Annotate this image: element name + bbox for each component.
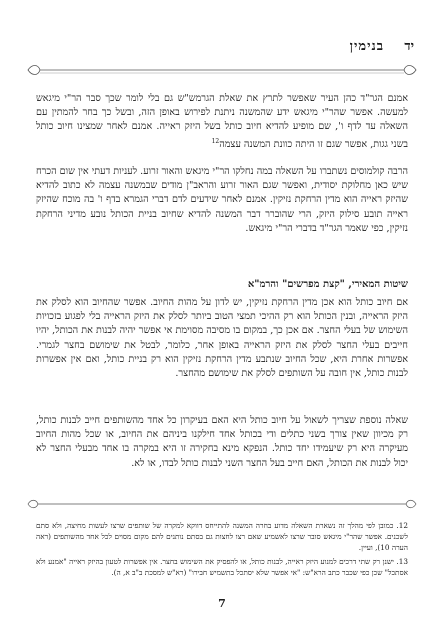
section-title: שיטות המאירי, "קצת מפרשים" והרמ"א	[247, 279, 408, 290]
running-header	[32, 38, 414, 60]
paragraph-1-text: אמנם הגר"ד כהן העיר שאפשר לתרץ את שאלת הגרמש"ש גם בלי לומר שכך סבר הר"י מיגאש למעשה. אפשר שהר"י מיגאש ידע שהמשנה ניתנת לפירוש באופן הזה, ובשל כך בחר להמתין עם השאלה עד לדף ו', שם מופיע להדיא חיוב כותל בשל היזק ראייה. אמנם לאחר שמצינו חיוב כותל בשני גגות, אפשר שגם זו היתה כוונת המשנה עצמה	[36, 93, 408, 150]
paragraph-3: אם חיוב כותל הוא אכן מדין הרחקת נזיקין, יש לדון על מהות החיוב. אפשר שהחיוב הוא לסלק את היזק הראייה, ובנין הכותל הוא רק ההיכי תמצי הטוב ביותר לסלק את היזק הראייה בלי לפגוע בזכויות השימוש של בעלי החצר. אם אכן כך, במקום בו מסיבה מסוימת אי אפשר יהיה לבנות את הכותל, יהיו חייבים בעלי החצר לסלק את היזק הראייה באופן אחר, כלומר, לבטל את שימושם בחצר לגמרי. אפשרות אחרת היא, שכל החיוב שנתבע מדין הרחקת נזיקין הוא רק בניית כותל, ואם אין אפשרות לבנות כותל, אין חובה על השותפים לסלק את שימושם מהחצר.	[36, 297, 408, 380]
footnote-13: 13. ישנן רק שתי דרכים למנוע היזק ראייה, לבנות כותל, או להפסיק את השימוש בחצר. אין אפשרות לטעון בהיזק ראייה "אמנע ולא אסתכל" שכן כפי שכבר כתב הרא"ש: "אי אפשר שלא יסתכל בתשמיש חבירו" (רא"ש למסכת ב"ב א, ה).	[36, 557, 408, 577]
header-book-name: בנימין	[349, 39, 384, 54]
header-page-number: יד	[404, 39, 414, 54]
footnotes	[36, 520, 408, 581]
footnote-12: 12. כמובן לפי מהלך זה נשארת השאלה מדוע בחרה המשנה להתייחס דווקא למקרה של שותפים שרצו לעשות מחיצה, ולא סתם לשכנים. אפשר שהר"י מיגאש סובר שרצו לאשמיע שאם רצו לחצות גם בסתם נותנים להם מקום מסוים לכל אחד מהשותפים (ראה הערה 10), ועיין.	[36, 521, 408, 552]
paragraph-2: הרבה קולמוסים נשתברו על השאלה במה נחלקו הר"י מיגאש והאור זרוע. לעניות דעתי אין שום הכרח שיש כאן מחלוקת יסודית, ואפשר שגם האור זרוע והראב"ן מודים שבמשנה עצמה לא כתוב להדיא שהיזק ראייה הוא מדין הרחקת נזיקין. אמנם לאחר שידעים לדם דברי הגמרא בדף ו' בה מוכח שהיזק ראייה תובע סילוק היזק, הרי שהוברר דבר המשנה להדיא שחיוב בניית הכותל נובע מדיני הרחקת נזיקין, כפי שאמר הגר"ד בדברי הר"י מיגאש.	[36, 166, 408, 234]
footnote-ornament-rule	[26, 499, 418, 509]
header-ornament-rule	[26, 64, 418, 76]
paragraph-4: שאלה נוספת שצריך לשאול על חיוב כותל היא האם בעיקרון כל אחד מהשותפים חייב לבנות כותל, רק מכיוון שאין צורך בשני כתלים ודי בכותל אחד חילקנו ביניהם את החיוב, או שכל מהות החיוב מעיקרה היא רק שיעמידו יחד כותל. הנפקא מינא בחקירה זו היא במקרה בו אחד מבעלי החצר לא יכול לבנות את הכותל, האם חייב בעל החצר השני לבנות כותל לבדו, או לא.	[36, 415, 408, 469]
paragraph-1	[36, 92, 408, 152]
footnote-ref-12: 12	[211, 137, 220, 145]
page-folio-number: 7	[218, 597, 226, 610]
